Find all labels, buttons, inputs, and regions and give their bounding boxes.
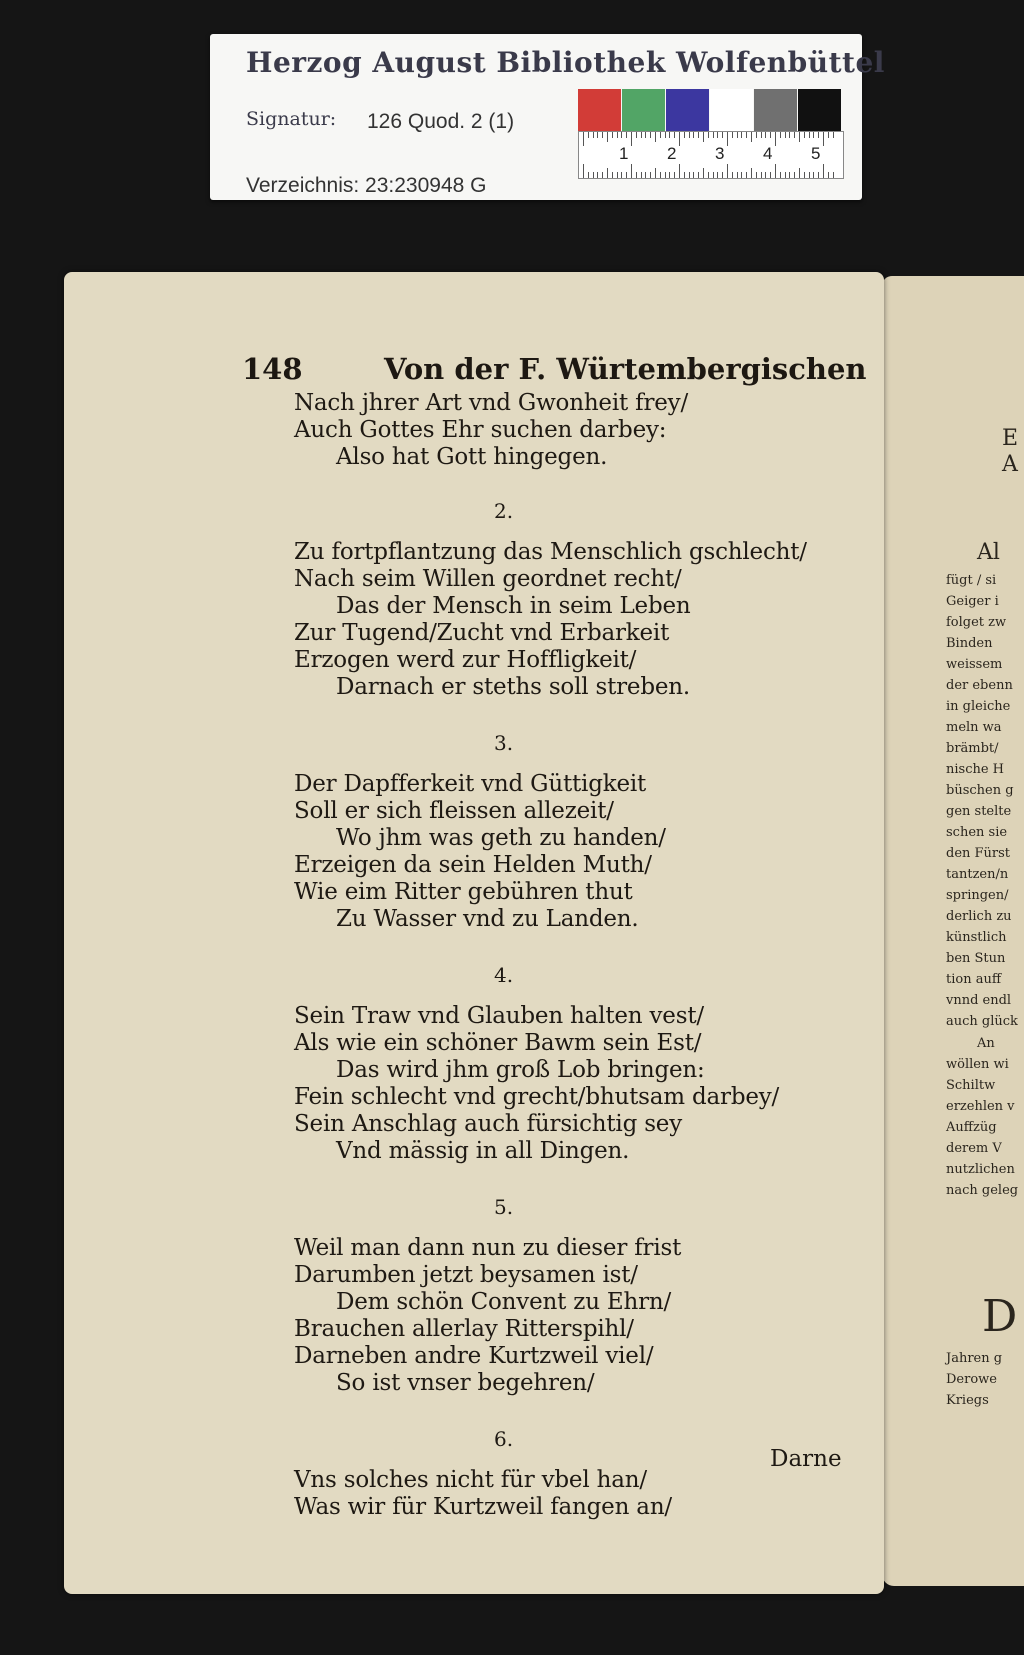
- verse-line: Soll er sich fleissen allezeit/: [294, 798, 614, 824]
- ruler-tick: [621, 172, 622, 178]
- facing-page-text: folget zw: [946, 615, 1007, 630]
- verse-line: Dem schön Convent zu Ehrn/: [336, 1289, 672, 1315]
- ruler-tick: [737, 172, 738, 178]
- facing-page-text: meln wa: [946, 720, 1002, 735]
- ruler-tick: [770, 172, 771, 178]
- verse-line: Sein Anschlag auch fürsichtig sey: [294, 1111, 683, 1137]
- ruler-tick: [789, 172, 790, 178]
- verse-line: Brauchen allerlay Ritterspihl/: [294, 1316, 634, 1342]
- facing-page-text: Geiger i: [946, 594, 999, 609]
- ruler-tick: [751, 132, 752, 142]
- ruler-tick: [713, 172, 714, 178]
- ruler-tick: [631, 164, 632, 178]
- facing-page-text: Al: [977, 540, 1000, 565]
- ruler-tick: [636, 132, 637, 138]
- book-page: [64, 272, 884, 1594]
- color-swatch: [710, 89, 753, 131]
- verse-line: Nach seim Willen geordnet recht/: [294, 566, 682, 592]
- ruler-tick: [761, 132, 762, 138]
- ruler-tick: [703, 168, 704, 178]
- scale-ruler: [578, 131, 844, 179]
- ruler-tick: [655, 132, 656, 142]
- verse-line: Also hat Gott hingegen.: [336, 444, 608, 470]
- ruler-tick: [588, 172, 589, 178]
- ruler-tick: [727, 132, 728, 146]
- register-number: Verzeichnis: 23:230948 G: [246, 174, 487, 197]
- verse-line: Vns solches nicht für vbel han/: [294, 1467, 647, 1493]
- facing-page-text: Schiltw: [946, 1078, 996, 1093]
- ruler-tick: [588, 132, 589, 138]
- ruler-tick: [593, 172, 594, 178]
- ruler-tick: [770, 132, 771, 138]
- signature-value: 126 Quod. 2 (1): [367, 110, 515, 133]
- ruler-tick: [602, 132, 603, 138]
- color-swatch: [798, 89, 841, 131]
- facing-page-text: der ebenn: [946, 678, 1013, 693]
- facing-page-text: E: [1002, 426, 1019, 451]
- ruler-number: 2: [667, 144, 677, 163]
- catchword: Darne: [770, 1446, 842, 1472]
- verse-line: Darumben jetzt beysamen ist/: [294, 1262, 638, 1288]
- ruler-tick: [775, 132, 776, 146]
- facing-page-text: nutzlichen: [946, 1162, 1015, 1177]
- verse-line: Das wird jhm groß Lob bringen:: [336, 1057, 705, 1083]
- verse-line: Zur Tugend/Zucht vnd Erbarkeit: [294, 620, 670, 646]
- facing-page-text: Jahren g: [946, 1351, 1003, 1366]
- ruler-tick: [722, 132, 723, 138]
- ruler-tick: [818, 132, 819, 138]
- ruler-tick: [641, 132, 642, 138]
- facing-page-text: wöllen wi: [946, 1057, 1009, 1072]
- ruler-tick: [756, 172, 757, 178]
- ruler-tick: [732, 132, 733, 138]
- stanza-number: 5.: [494, 1195, 514, 1219]
- ruler-tick: [823, 132, 824, 146]
- facing-page-text: vnnd endl: [946, 993, 1012, 1008]
- ruler-tick: [698, 172, 699, 178]
- verse-line: Zu Wasser vnd zu Landen.: [336, 906, 639, 932]
- facing-page-text: tantzen/n: [946, 867, 1009, 882]
- facing-page-text: A: [1002, 452, 1018, 477]
- ruler-tick: [794, 132, 795, 138]
- ruler-tick: [621, 132, 622, 138]
- ruler-tick: [679, 164, 680, 178]
- ruler-tick: [626, 172, 627, 178]
- ruler-tick: [765, 172, 766, 178]
- page-number: 148: [242, 352, 303, 386]
- facing-page-text: Auffzüg: [946, 1120, 997, 1135]
- verse-line: Wie eim Ritter gebühren thut: [294, 879, 633, 905]
- verse-line: Fein schlecht vnd grecht/bhutsam darbey/: [294, 1084, 780, 1110]
- ruler-tick: [833, 132, 834, 138]
- ruler-number: 4: [763, 144, 773, 163]
- ruler-tick: [761, 172, 762, 178]
- color-swatch: [622, 89, 665, 131]
- ruler-tick: [756, 132, 757, 138]
- ruler-tick: [717, 172, 718, 178]
- ruler-tick: [617, 172, 618, 178]
- ruler-tick: [660, 172, 661, 178]
- facing-page: [882, 276, 1024, 1586]
- facing-page-text: erzehlen v: [946, 1099, 1015, 1114]
- stanza-number: 6.: [494, 1427, 514, 1451]
- ruler-tick: [703, 132, 704, 142]
- ruler-tick: [741, 172, 742, 178]
- verse-line: Darneben andre Kurtzweil viel/: [294, 1343, 654, 1369]
- ruler-tick: [607, 168, 608, 178]
- ruler-tick: [650, 172, 651, 178]
- ruler-tick: [617, 132, 618, 138]
- ruler-tick: [799, 132, 800, 142]
- ruler-tick: [641, 172, 642, 178]
- ruler-tick: [727, 164, 728, 178]
- ruler-tick: [751, 168, 752, 178]
- facing-page-text: brämbt/: [946, 741, 999, 756]
- ruler-tick: [722, 172, 723, 178]
- color-swatch: [578, 89, 621, 131]
- ruler-number: 1: [619, 144, 629, 163]
- verse-line: Vnd mässig in all Dingen.: [336, 1138, 630, 1164]
- ruler-tick: [645, 172, 646, 178]
- ruler-tick: [607, 132, 608, 142]
- ruler-tick: [713, 132, 714, 138]
- ruler-tick: [612, 172, 613, 178]
- ruler-tick: [828, 172, 829, 178]
- facing-page-text: Derowe: [946, 1372, 997, 1387]
- facing-page-text: gen stelte: [946, 804, 1012, 819]
- facing-page-text: tion auff: [946, 972, 1002, 987]
- facing-page-text: derlich zu: [946, 909, 1012, 924]
- ruler-tick: [597, 132, 598, 138]
- ruler-tick: [799, 168, 800, 178]
- ruler-tick: [583, 164, 584, 178]
- ruler-number: 3: [715, 144, 725, 163]
- ruler-tick: [741, 132, 742, 138]
- color-swatch: [666, 89, 709, 131]
- facing-page-text: büschen g: [946, 783, 1014, 798]
- ruler-tick: [679, 132, 680, 146]
- ruler-tick: [717, 132, 718, 138]
- ruler-tick: [833, 172, 834, 178]
- ruler-tick: [593, 132, 594, 138]
- ruler-tick: [669, 172, 670, 178]
- ruler-tick: [809, 172, 810, 178]
- ruler-tick: [789, 132, 790, 138]
- verse-line: Nach jhrer Art vnd Gwonheit frey/: [294, 390, 689, 416]
- ruler-tick: [708, 132, 709, 138]
- ruler-tick: [794, 172, 795, 178]
- facing-page-text: in gleiche: [946, 699, 1011, 714]
- ruler-tick: [674, 172, 675, 178]
- ruler-tick: [785, 172, 786, 178]
- verse-line: Sein Traw vnd Glauben halten vest/: [294, 1003, 704, 1029]
- facing-page-text: künstlich: [946, 930, 1007, 945]
- verse-line: Was wir für Kurtzweil fangen an/: [294, 1494, 672, 1520]
- verse-line: Darnach er steths soll streben.: [336, 674, 691, 700]
- ruler-tick: [693, 132, 694, 138]
- ruler-tick: [804, 172, 805, 178]
- ruler-tick: [612, 132, 613, 138]
- ruler-tick: [785, 132, 786, 138]
- facing-page-text: weissem: [946, 657, 1003, 672]
- ruler-tick: [823, 164, 824, 178]
- facing-page-text: den Fürst: [946, 846, 1011, 861]
- ruler-tick: [689, 132, 690, 138]
- facing-page-text: springen/: [946, 888, 1009, 903]
- ruler-tick: [665, 132, 666, 138]
- ruler-tick: [804, 132, 805, 138]
- facing-page-text: Kriegs: [946, 1393, 989, 1408]
- stanza-number: 4.: [494, 963, 514, 987]
- ruler-tick: [636, 172, 637, 178]
- ruler-number: 5: [811, 144, 821, 163]
- color-swatch: [754, 89, 797, 131]
- ruler-tick: [818, 172, 819, 178]
- ruler-tick: [809, 132, 810, 138]
- ruler-tick: [813, 132, 814, 138]
- ruler-tick: [765, 132, 766, 138]
- ruler-tick: [737, 132, 738, 138]
- facing-page-text: nische H: [946, 762, 1005, 777]
- library-label: [210, 34, 885, 200]
- ruler-tick: [813, 172, 814, 178]
- running-title: Von der F. Würtembergischen: [384, 352, 867, 386]
- ruler-tick: [626, 132, 627, 138]
- facing-page-text: ben Stun: [946, 951, 1006, 966]
- verse-line: Erzeigen da sein Helden Muth/: [294, 852, 652, 878]
- verse-line: Als wie ein schöner Bawm sein Est/: [294, 1030, 702, 1056]
- verse-line: Der Dapfferkeit vnd Güttigkeit: [294, 771, 647, 797]
- ruler-tick: [660, 132, 661, 138]
- ruler-tick: [684, 132, 685, 138]
- ruler-tick: [631, 132, 632, 146]
- facing-page-text: schen sie: [946, 825, 1008, 840]
- stanza-number: 2.: [494, 499, 514, 523]
- ruler-tick: [746, 172, 747, 178]
- ruler-tick: [602, 172, 603, 178]
- ruler-tick: [645, 132, 646, 138]
- ruler-tick: [746, 132, 747, 138]
- ruler-tick: [655, 168, 656, 178]
- verse-line: So ist vnser begehren/: [336, 1370, 595, 1396]
- verse-line: Weil man dann nun zu dieser frist: [294, 1235, 682, 1261]
- ruler-tick: [650, 132, 651, 138]
- ruler-tick: [665, 172, 666, 178]
- ruler-tick: [775, 164, 776, 178]
- ruler-tick: [597, 172, 598, 178]
- ruler-tick: [693, 172, 694, 178]
- verse-line: Zu fortpflantzung das Menschlich gschlecht/: [294, 539, 807, 565]
- ruler-tick: [674, 132, 675, 138]
- ruler-tick: [828, 132, 829, 138]
- facing-page-text: derem V: [946, 1141, 1002, 1156]
- ruler-tick: [684, 172, 685, 178]
- facing-page-text: D: [982, 1291, 1018, 1342]
- ruler-tick: [708, 172, 709, 178]
- verse-line: Erzogen werd zur Hoffligkeit/: [294, 647, 637, 673]
- facing-page-text: auch glück: [946, 1014, 1018, 1029]
- stanza-number: 3.: [494, 731, 514, 755]
- signature-key: Signatur:: [246, 108, 337, 130]
- verse-line: Auch Gottes Ehr suchen darbey:: [294, 417, 667, 443]
- verse-line: Wo jhm was geth zu handen/: [336, 825, 666, 851]
- ruler-tick: [780, 132, 781, 138]
- ruler-tick: [669, 132, 670, 138]
- ruler-tick: [780, 172, 781, 178]
- ruler-tick: [689, 172, 690, 178]
- ruler-tick: [583, 132, 584, 146]
- verse-line: Das der Mensch in seim Leben: [336, 593, 691, 619]
- facing-page-text: nach geleg: [946, 1183, 1019, 1198]
- ruler-tick: [698, 132, 699, 138]
- ruler-tick: [732, 172, 733, 178]
- library-name: Herzog August Bibliothek Wolfenbüttel: [246, 46, 885, 79]
- facing-page-text: An: [977, 1036, 995, 1051]
- facing-page-text: fügt / si: [946, 573, 997, 588]
- facing-page-text: Binden: [946, 636, 993, 651]
